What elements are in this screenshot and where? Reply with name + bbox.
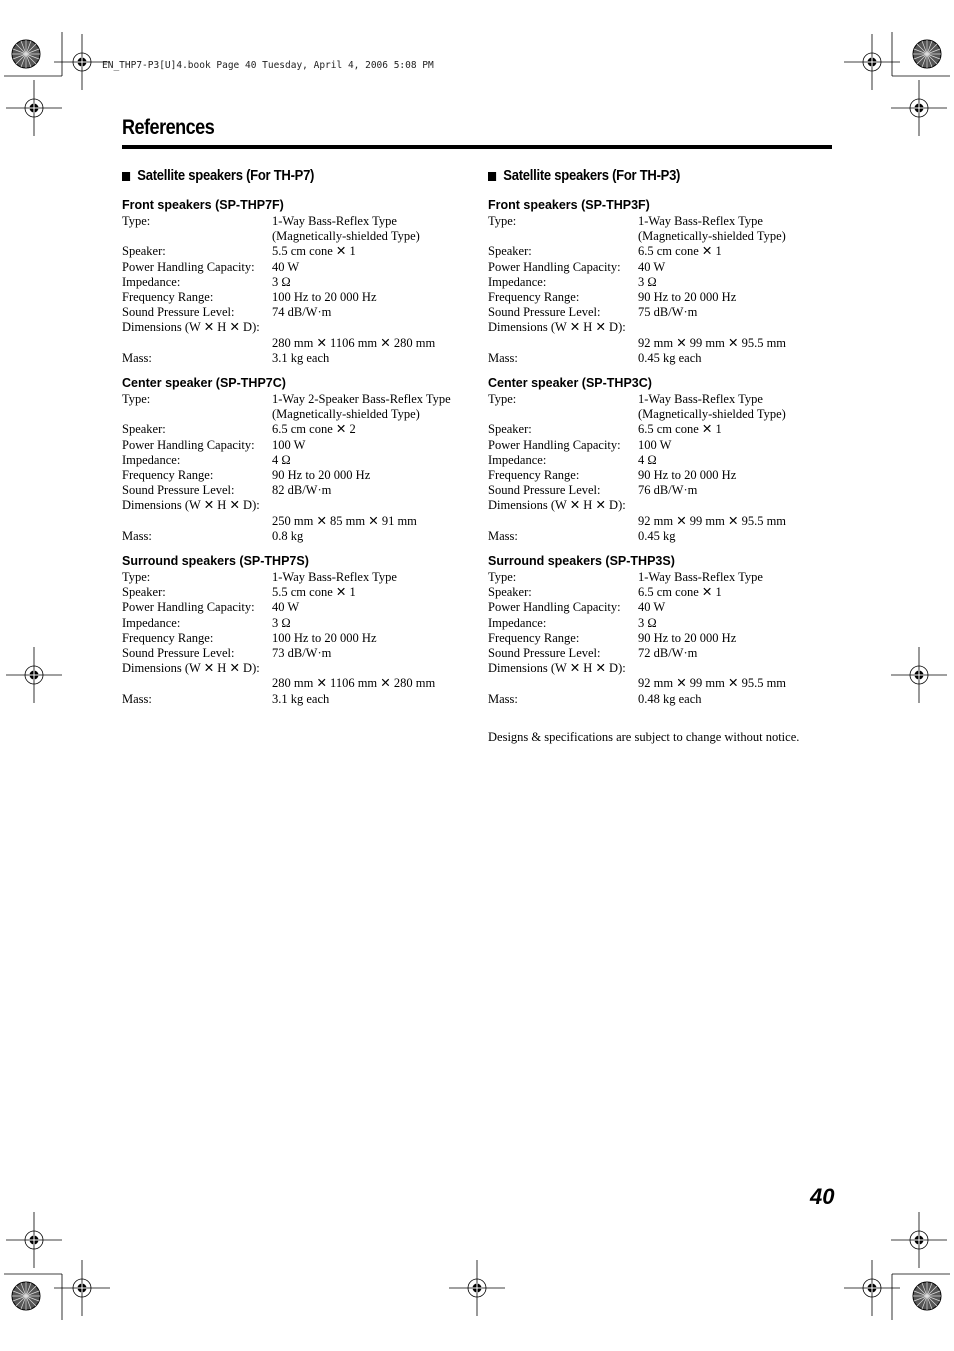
spec-value — [638, 600, 833, 615]
spec-row — [488, 585, 833, 600]
spec-row — [488, 453, 833, 468]
spec-value-line: 1-Way Bass-Reflex Type — [272, 570, 397, 585]
spec-value — [272, 320, 467, 350]
spec-value — [638, 244, 833, 259]
spec-value — [272, 646, 467, 661]
spec-value — [272, 661, 467, 691]
spec-value-line: 4 Ω — [638, 452, 657, 467]
spec-label: Dimensions (W ✕ H ✕ D): — [122, 661, 260, 676]
spec-value-line: 250 mm ✕ 85 mm ✕ 91 mm — [272, 513, 417, 528]
spec-value-line — [638, 320, 833, 335]
spec-label: Impedance: — [122, 274, 181, 289]
spec-row — [122, 646, 467, 661]
speaker-model-title: Front speakers (SP-THP3F) — [488, 198, 650, 212]
spec-value-line: 74 dB/W·m — [272, 305, 332, 320]
spec-row — [122, 290, 467, 305]
spec-label: Dimensions (W ✕ H ✕ D): — [488, 661, 626, 676]
spec-label: Power Handling Capacity: — [122, 437, 255, 452]
spec-value — [272, 438, 467, 453]
spec-row — [122, 570, 467, 585]
square-bullet-icon — [488, 172, 496, 181]
spec-label: Mass: — [488, 691, 518, 706]
spec-value — [638, 214, 833, 244]
title-rule — [122, 145, 832, 149]
spec-label: Sound Pressure Level: — [122, 305, 235, 320]
spec-value-line — [272, 320, 467, 335]
spec-label: Speaker: — [488, 422, 532, 437]
spec-value — [638, 320, 833, 350]
spec-value — [638, 483, 833, 498]
spec-value-line: 6.5 cm cone ✕ 2 — [272, 422, 356, 437]
spec-value-line: 3 Ω — [272, 615, 291, 630]
spec-value — [272, 585, 467, 600]
spec-value-line: 3.1 kg each — [272, 691, 330, 706]
spec-row — [488, 570, 833, 585]
spec-label: Power Handling Capacity: — [488, 437, 621, 452]
spec-row — [488, 438, 833, 453]
spec-value — [272, 631, 467, 646]
spec-value-line: (Magnetically-shielded Type) — [272, 407, 420, 422]
change-notice: Designs & specifications are subject to change without notice. — [488, 730, 800, 744]
spec-row — [488, 661, 833, 691]
spec-row — [122, 692, 467, 707]
spec-value — [638, 570, 833, 585]
spec-value-line: 0.45 kg — [638, 528, 676, 543]
spec-value — [638, 585, 833, 600]
spec-value-line: 1-Way Bass-Reflex Type — [272, 214, 397, 228]
spec-value-line: 40 W — [638, 259, 666, 274]
spec-value — [638, 438, 833, 453]
spec-row — [122, 498, 467, 528]
spec-value-line: 75 dB/W·m — [638, 305, 698, 320]
spec-row — [122, 392, 467, 422]
spec-label: Dimensions (W ✕ H ✕ D): — [122, 498, 260, 513]
spec-label: Frequency Range: — [488, 468, 580, 483]
spec-value — [638, 275, 833, 290]
spec-label: Impedance: — [488, 274, 547, 289]
spec-row — [488, 351, 833, 366]
spec-value-line: 3 Ω — [638, 615, 657, 630]
spec-value-line: 280 mm ✕ 1106 mm ✕ 280 mm — [272, 335, 436, 350]
spec-label: Impedance: — [488, 615, 547, 630]
spec-row — [122, 320, 467, 350]
spec-label: Sound Pressure Level: — [488, 305, 601, 320]
spec-row — [122, 214, 467, 244]
spec-value-line: 100 Hz to 20 000 Hz — [272, 630, 377, 645]
spec-value-line: 3.1 kg each — [272, 350, 330, 365]
speaker-spec-group — [122, 196, 467, 366]
spec-label: Power Handling Capacity: — [122, 600, 255, 615]
spec-value — [638, 260, 833, 275]
spec-label: Speaker: — [122, 585, 166, 600]
spec-label: Speaker: — [122, 422, 166, 437]
spec-value — [272, 290, 467, 305]
spec-label: Power Handling Capacity: — [488, 600, 621, 615]
spec-value-line: 82 dB/W·m — [272, 483, 332, 498]
spec-value — [638, 468, 833, 483]
spec-label: Speaker: — [488, 244, 532, 259]
spec-value-line: 100 Hz to 20 000 Hz — [272, 290, 377, 305]
spec-value-line: 1-Way 2-Speaker Bass-Reflex Type — [272, 392, 451, 407]
spec-column-th-p7 — [122, 164, 467, 711]
spec-value-line: 92 mm ✕ 99 mm ✕ 95.5 mm — [638, 676, 787, 691]
spec-value — [272, 453, 467, 468]
file-info-header: EN_THP7-P3[U]4.book Page 40 Tuesday, April 4, 2006 5:08 PM — [102, 60, 434, 71]
spec-row — [488, 529, 833, 544]
spec-label: Sound Pressure Level: — [122, 483, 235, 498]
spec-value-line: 90 Hz to 20 000 Hz — [638, 468, 737, 483]
spec-label: Mass: — [488, 528, 518, 543]
spec-value-line: 92 mm ✕ 99 mm ✕ 95.5 mm — [638, 335, 787, 350]
spec-row — [488, 260, 833, 275]
spec-label: Sound Pressure Level: — [122, 646, 235, 661]
spec-value-line: 100 W — [272, 437, 306, 452]
spec-label: Dimensions (W ✕ H ✕ D): — [488, 320, 626, 335]
spec-row — [122, 661, 467, 691]
spec-row — [122, 616, 467, 631]
spec-value — [272, 529, 467, 544]
spec-row — [488, 692, 833, 707]
spec-value — [638, 498, 833, 528]
section-heading — [122, 164, 433, 188]
spec-label: Frequency Range: — [122, 290, 214, 305]
spec-row — [122, 600, 467, 615]
spec-row — [122, 438, 467, 453]
spec-value-line: 90 Hz to 20 000 Hz — [638, 630, 737, 645]
spec-label: Sound Pressure Level: — [488, 646, 601, 661]
spec-label: Mass: — [488, 350, 518, 365]
spec-label: Impedance: — [488, 452, 547, 467]
spec-row — [488, 483, 833, 498]
spec-row — [488, 600, 833, 615]
speaker-spec-group — [488, 374, 833, 544]
spec-row — [122, 631, 467, 646]
spec-row — [122, 483, 467, 498]
section-heading — [488, 164, 799, 188]
spec-value-line: 3 Ω — [272, 274, 291, 289]
spec-row — [122, 453, 467, 468]
spec-value — [638, 616, 833, 631]
spec-label: Speaker: — [122, 244, 166, 259]
spec-value-line: 0.8 kg — [272, 528, 304, 543]
speaker-model-title: Center speaker (SP-THP7C) — [122, 376, 286, 391]
spec-label: Power Handling Capacity: — [488, 259, 621, 274]
spec-value — [638, 692, 833, 707]
square-bullet-icon — [122, 172, 130, 181]
spec-value-line — [638, 498, 833, 513]
spec-row — [488, 616, 833, 631]
spec-label: Type: — [122, 214, 151, 228]
spec-label: Speaker: — [488, 585, 532, 600]
spec-value — [638, 646, 833, 661]
spec-value — [272, 422, 467, 437]
spec-value-line: 0.45 kg each — [638, 350, 702, 365]
spec-row — [122, 585, 467, 600]
section-heading-text: Satellite speakers (For TH-P7) — [137, 168, 315, 184]
spec-value — [638, 392, 833, 422]
spec-value — [638, 661, 833, 691]
spec-value — [638, 305, 833, 320]
spec-value-line: (Magnetically-shielded Type) — [638, 229, 786, 244]
spec-row — [488, 305, 833, 320]
spec-row — [122, 275, 467, 290]
page-number: 40 — [810, 1184, 835, 1209]
spec-value — [272, 498, 467, 528]
spec-value-line: 5.5 cm cone ✕ 1 — [272, 244, 356, 259]
spec-value-line: 4 Ω — [272, 452, 291, 467]
spec-row — [488, 244, 833, 259]
spec-label: Frequency Range: — [122, 468, 214, 483]
spec-value — [272, 616, 467, 631]
spec-value-line: 40 W — [638, 600, 666, 615]
spec-row — [122, 305, 467, 320]
spec-row — [488, 646, 833, 661]
spec-value-line — [638, 661, 833, 676]
spec-label: Dimensions (W ✕ H ✕ D): — [122, 320, 260, 335]
speaker-spec-group — [122, 374, 467, 544]
spec-row — [122, 260, 467, 275]
spec-label: Type: — [122, 392, 151, 407]
spec-value — [272, 570, 467, 585]
spec-label: Dimensions (W ✕ H ✕ D): — [488, 498, 626, 513]
spec-value — [638, 631, 833, 646]
spec-row — [122, 422, 467, 437]
spec-value-line: 3 Ω — [638, 274, 657, 289]
spec-value — [272, 600, 467, 615]
spec-label: Mass: — [122, 528, 152, 543]
speaker-spec-group — [488, 196, 833, 366]
spec-label: Impedance: — [122, 615, 181, 630]
speaker-model-title: Surround speakers (SP-THP7S) — [122, 554, 309, 569]
spec-label: Type: — [488, 392, 517, 407]
spec-value-line: 0.48 kg each — [638, 691, 702, 706]
spec-row — [488, 498, 833, 528]
spec-row — [488, 320, 833, 350]
spec-value-line: 76 dB/W·m — [638, 483, 698, 498]
speaker-spec-group — [488, 552, 833, 707]
spec-value — [272, 392, 467, 422]
spec-value — [272, 214, 467, 244]
speaker-model-title: Surround speakers (SP-THP3S) — [488, 554, 675, 569]
spec-value-line: (Magnetically-shielded Type) — [272, 229, 420, 244]
spec-row — [488, 392, 833, 422]
speaker-model-title: Center speaker (SP-THP3C) — [488, 376, 652, 391]
spec-label: Mass: — [122, 691, 152, 706]
spec-value-line: 6.5 cm cone ✕ 1 — [638, 244, 722, 259]
spec-label: Frequency Range: — [488, 290, 580, 305]
spec-value — [638, 351, 833, 366]
spec-row — [488, 290, 833, 305]
spec-value-line: 40 W — [272, 600, 300, 615]
spec-value — [272, 483, 467, 498]
spec-value — [638, 453, 833, 468]
spec-value — [272, 244, 467, 259]
spec-value-line: 1-Way Bass-Reflex Type — [638, 570, 763, 585]
spec-value — [272, 260, 467, 275]
spec-value — [638, 422, 833, 437]
spec-value — [272, 468, 467, 483]
spec-value-line: 1-Way Bass-Reflex Type — [638, 392, 763, 407]
spec-value-line: 6.5 cm cone ✕ 1 — [638, 585, 722, 600]
spec-value-line: 40 W — [272, 259, 300, 274]
spec-value — [638, 529, 833, 544]
spec-value-line: 73 dB/W·m — [272, 646, 332, 661]
page-title: References — [122, 116, 215, 139]
spec-row — [488, 214, 833, 244]
spec-value — [272, 305, 467, 320]
spec-row — [488, 468, 833, 483]
spec-value — [638, 290, 833, 305]
spec-value-line: 100 W — [638, 437, 672, 452]
spec-value-line: 5.5 cm cone ✕ 1 — [272, 585, 356, 600]
spec-row — [488, 422, 833, 437]
spec-value-line: 90 Hz to 20 000 Hz — [638, 290, 737, 305]
spec-value-line — [272, 498, 467, 513]
spec-label: Type: — [122, 570, 151, 585]
speaker-model-title: Front speakers (SP-THP7F) — [122, 198, 284, 212]
spec-label: Mass: — [122, 350, 152, 365]
spec-row — [122, 351, 467, 366]
speaker-spec-group — [122, 552, 467, 707]
spec-value-line — [272, 661, 467, 676]
spec-label: Power Handling Capacity: — [122, 259, 255, 274]
spec-label: Impedance: — [122, 452, 181, 467]
spec-label: Frequency Range: — [122, 630, 214, 645]
spec-row — [122, 468, 467, 483]
spec-column-th-p3 — [488, 164, 833, 711]
spec-value-line: 92 mm ✕ 99 mm ✕ 95.5 mm — [638, 513, 787, 528]
spec-row — [488, 275, 833, 290]
spec-value-line: 90 Hz to 20 000 Hz — [272, 468, 371, 483]
spec-row — [122, 244, 467, 259]
spec-value-line: 1-Way Bass-Reflex Type — [638, 214, 763, 228]
spec-label: Sound Pressure Level: — [488, 483, 601, 498]
section-heading-text: Satellite speakers (For TH-P3) — [503, 168, 681, 184]
spec-value — [272, 351, 467, 366]
spec-label: Type: — [488, 214, 517, 228]
spec-value-line: (Magnetically-shielded Type) — [638, 407, 786, 422]
spec-value-line: 280 mm ✕ 1106 mm ✕ 280 mm — [272, 676, 436, 691]
spec-row — [122, 529, 467, 544]
spec-value — [272, 692, 467, 707]
spec-value-line: 6.5 cm cone ✕ 1 — [638, 422, 722, 437]
spec-value — [272, 275, 467, 290]
spec-value-line: 72 dB/W·m — [638, 646, 698, 661]
spec-row — [488, 631, 833, 646]
spec-label: Frequency Range: — [488, 630, 580, 645]
spec-label: Type: — [488, 570, 517, 585]
